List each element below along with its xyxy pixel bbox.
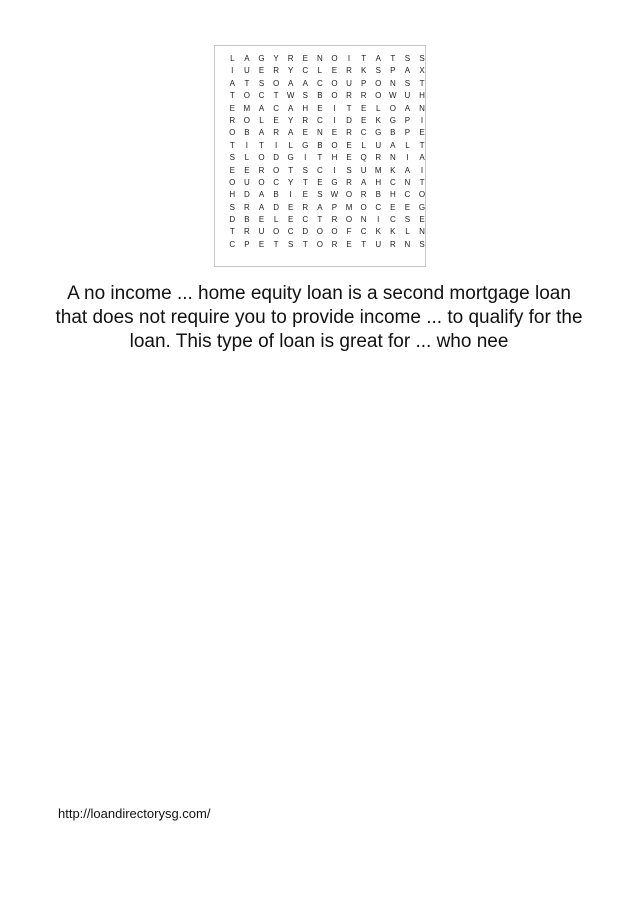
grid-letter: A [288, 103, 294, 113]
grid-letter: A [404, 165, 411, 175]
grid-letter: R [287, 54, 294, 63]
grid-letter: I [377, 215, 380, 225]
grid-letter: T [419, 78, 425, 88]
grid-letter: U [404, 91, 411, 101]
grid-letter: O [345, 190, 353, 200]
grid-letter: P [331, 202, 338, 212]
grid-letter: D [273, 153, 279, 163]
grid-letter: A [302, 78, 308, 88]
grid-letter: L [244, 153, 250, 163]
grid-letter: E [273, 115, 279, 125]
grid-letter: G [389, 115, 396, 125]
grid-letter: A [419, 153, 425, 163]
grid-letter: L [259, 115, 264, 125]
grid-letter: C [404, 190, 411, 200]
grid-letter: C [273, 177, 279, 187]
grid-letter: L [405, 227, 410, 237]
grid-letter: S [288, 239, 294, 249]
grid-letter: B [244, 128, 250, 138]
grid-letter: O [331, 91, 338, 101]
grid-letter: M [243, 103, 251, 113]
grid-letter: G [331, 177, 338, 187]
grid-letter: P [404, 115, 411, 125]
grid-letter: E [390, 202, 396, 212]
grid-letter: O [345, 215, 353, 225]
grid-letter: T [419, 177, 425, 187]
grid-letter: O [229, 177, 236, 187]
grid-letter: Y [273, 54, 279, 63]
grid-letter: Y [288, 66, 294, 76]
grid-letter: R [375, 153, 382, 163]
grid-letter: I [347, 54, 351, 63]
grid-letter: W [330, 190, 339, 200]
grid-letter: R [346, 91, 352, 101]
grid-letter: H [331, 153, 338, 163]
grid-letter: C [302, 66, 309, 76]
grid-letter: H [302, 103, 309, 113]
grid-letter: E [302, 128, 308, 138]
grid-letter: A [404, 103, 411, 113]
grid-letter: A [258, 202, 265, 212]
grid-letter: E [258, 239, 265, 249]
grid-letter: O [331, 140, 338, 150]
grid-letter: K [390, 165, 396, 175]
grid-letter: U [244, 66, 250, 76]
grid-letter: K [390, 227, 396, 237]
grid-letter: H [389, 190, 396, 200]
grid-letter: L [361, 140, 366, 150]
grid-letter: E [258, 215, 265, 225]
word-search-puzzle [214, 45, 426, 267]
grid-letter: E [360, 103, 367, 113]
grid-letter: P [390, 66, 396, 76]
grid-letter: T [288, 165, 294, 175]
grid-letter: E [229, 165, 235, 175]
grid-letter: R [302, 202, 309, 212]
grid-letter: U [244, 177, 250, 187]
grid-letter: T [273, 239, 279, 249]
grid-letter: E [360, 115, 367, 125]
grid-letter: U [375, 239, 382, 249]
grid-letter: A [258, 128, 265, 138]
grid-letter: R [244, 202, 250, 212]
grid-letter: N [404, 239, 411, 249]
grid-letter: L [230, 54, 235, 63]
grid-letter: S [375, 66, 381, 76]
grid-letter: O [272, 227, 280, 237]
grid-letter: D [302, 227, 309, 237]
grid-letter: H [375, 177, 382, 187]
grid-letter: R [360, 190, 367, 200]
grid-letter: E [317, 103, 323, 113]
grid-letter: N [389, 153, 396, 163]
grid-letter: E [229, 103, 235, 113]
grid-letter: S [229, 153, 235, 163]
grid-letter: P [244, 239, 250, 249]
grid-letter: C [229, 239, 236, 249]
grid-letter: E [258, 66, 265, 76]
grid-letter: E [302, 190, 308, 200]
grid-letter: E [404, 202, 411, 212]
grid-letter: O [258, 177, 265, 187]
grid-letter: E [244, 165, 250, 175]
grid-letter: T [390, 54, 396, 63]
grid-letter: C [389, 177, 396, 187]
grid-letter: E [331, 128, 338, 138]
grid-letter: I [245, 140, 248, 150]
grid-letter: O [272, 165, 280, 175]
grid-letter: O [258, 153, 265, 163]
grid-letter: R [346, 128, 352, 138]
grid-letter: I [333, 115, 336, 125]
grid-letter: I [274, 140, 278, 150]
grid-letter: C [316, 78, 323, 88]
grid-letter: D [346, 115, 352, 125]
grid-letter: G [287, 153, 294, 163]
grid-letter: O [360, 202, 367, 212]
grid-letter: Y [288, 115, 294, 125]
grid-letter: O [272, 78, 280, 88]
grid-letter: E [317, 177, 323, 187]
grid-letter: O [316, 227, 323, 237]
grid-letter: O [375, 91, 382, 101]
grid-letter: C [360, 227, 367, 237]
grid-letter: R [389, 239, 396, 249]
grid-letter: R [331, 239, 338, 249]
grid-letter: A [288, 78, 294, 88]
grid-letter: N [404, 177, 411, 187]
grid-letter: A [288, 128, 294, 138]
grid-letter: G [302, 140, 309, 150]
grid-letter: A [244, 54, 250, 63]
grid-letter: S [229, 202, 235, 212]
grid-letter: C [302, 215, 309, 225]
grid-letter: E [302, 54, 308, 63]
grid-letter: A [390, 140, 396, 150]
grid-letter: T [229, 140, 235, 150]
grid-letter: I [333, 103, 336, 113]
grid-letter: R [346, 66, 352, 76]
grid-letter: D [273, 202, 279, 212]
grid-letter: L [288, 140, 293, 150]
grid-letter: U [346, 78, 352, 88]
grid-letter: O [331, 78, 338, 88]
grid-letter: T [244, 78, 250, 88]
grid-letter: R [258, 165, 265, 175]
grid-letter: M [345, 202, 353, 212]
grid-letter: D [244, 190, 250, 200]
grid-letter: N [389, 78, 396, 88]
grid-letter: R [229, 115, 236, 125]
grid-letter: C [360, 128, 367, 138]
grid-letter: S [419, 239, 425, 249]
grid-letter: S [404, 78, 411, 88]
grid-letter: T [302, 177, 308, 187]
grid-letter: E [346, 239, 352, 249]
grid-letter: L [405, 140, 410, 150]
grid-letter: B [244, 215, 250, 225]
grid-letter: C [287, 227, 294, 237]
footer-url[interactable]: http://loandirectorysg.com/ [58, 806, 211, 821]
grid-letter: R [273, 128, 279, 138]
grid-letter: N [360, 215, 367, 225]
grid-letter: C [375, 202, 382, 212]
grid-letter: I [231, 66, 234, 76]
grid-letter: N [316, 128, 323, 138]
grid-letter: E [419, 215, 425, 225]
grid-letter: O [331, 227, 338, 237]
grid-letter: R [346, 177, 352, 187]
grid-letter: U [375, 140, 382, 150]
grid-letter: O [418, 190, 426, 200]
grid-letter: O [389, 103, 396, 113]
grid-letter: I [420, 165, 424, 175]
grid-letter: O [331, 54, 338, 63]
grid-letter: E [331, 66, 338, 76]
grid-letter: O [243, 91, 250, 101]
grid-letter: A [229, 78, 235, 88]
grid-letter: A [258, 103, 265, 113]
grid-letter: B [390, 128, 396, 138]
grid-letter: B [317, 140, 323, 150]
grid-letter: T [229, 91, 235, 101]
grid-letter: I [406, 153, 409, 163]
grid-letter: O [229, 128, 236, 138]
grid-letter: L [273, 215, 279, 225]
grid-letter: T [259, 140, 264, 150]
grid-letter: K [360, 66, 367, 76]
grid-letter: D [229, 215, 236, 225]
grid-letter: I [420, 115, 424, 125]
grid-letter: K [375, 115, 381, 125]
grid-letter: T [273, 91, 279, 101]
grid-letter: I [289, 190, 292, 200]
grid-letter: R [360, 91, 367, 101]
grid-letter: C [389, 215, 396, 225]
grid-letter: K [375, 227, 381, 237]
grid-letter: C [316, 165, 323, 175]
grid-letter: S [346, 165, 352, 175]
grid-letter: X [419, 66, 425, 76]
grid-letter: S [404, 215, 411, 225]
grid-letter: T [302, 239, 308, 249]
grid-letter: S [317, 190, 323, 200]
grid-letter: Y [288, 177, 294, 187]
grid-letter: N [316, 54, 323, 63]
grid-letter: I [304, 153, 307, 163]
grid-letter: S [302, 91, 308, 101]
grid-letter: G [375, 128, 382, 138]
grid-letter: W [286, 91, 295, 101]
grid-letter: T [346, 103, 352, 113]
grid-letter: G [258, 54, 265, 63]
grid-letter: U [360, 165, 367, 175]
grid-letter: T [361, 239, 367, 249]
grid-letter: C [258, 91, 265, 101]
grid-letter: A [317, 202, 323, 212]
grid-letter: E [419, 128, 425, 138]
grid-letter: S [404, 54, 411, 63]
grid-letter: P [404, 128, 411, 138]
grid-letter: O [316, 239, 323, 249]
grid-letter: R [331, 215, 338, 225]
grid-letter: R [273, 66, 279, 76]
grid-letter: T [361, 54, 367, 63]
grid-letter: T [419, 140, 425, 150]
grid-letter: U [258, 227, 265, 237]
grid-letter: B [375, 190, 381, 200]
grid-letter: B [273, 190, 279, 200]
grid-letter: Q [360, 153, 367, 163]
grid-letter: O [243, 115, 250, 125]
grid-letter: R [244, 227, 250, 237]
grid-letter: R [302, 115, 309, 125]
grid-letter: C [316, 115, 323, 125]
grid-letter: T [317, 153, 323, 163]
grid-letter: E [288, 215, 294, 225]
grid-letter: E [288, 202, 294, 212]
grid-letter: A [404, 66, 411, 76]
grid-letter: N [419, 227, 425, 237]
grid-letter: C [273, 103, 279, 113]
grid-letter: G [418, 202, 426, 212]
article-paragraph: A no income ... home equity loan is a second mortgage loan that does not require you to provide income ... to qualify for the loan. This type of loan is great for ... who nee [55, 283, 583, 352]
grid-letter: P [360, 78, 367, 88]
word-search-grid [225, 53, 429, 251]
grid-letter: S [258, 78, 265, 88]
grid-letter: E [346, 153, 352, 163]
grid-letter: S [302, 165, 308, 175]
grid-letter: A [360, 177, 367, 187]
grid-letter: I [333, 165, 336, 175]
grid-letter: M [374, 165, 382, 175]
grid-letter: H [419, 91, 425, 101]
grid-letter: N [419, 103, 425, 113]
grid-letter: T [317, 215, 323, 225]
grid-letter: L [317, 66, 323, 76]
grid-letter: B [317, 91, 323, 101]
grid-letter: E [346, 140, 352, 150]
grid-letter: T [229, 227, 235, 237]
grid-letter: F [346, 227, 352, 237]
grid-letter: O [375, 78, 382, 88]
grid-letter: A [375, 54, 381, 63]
grid-letter: A [258, 190, 265, 200]
grid-letter: S [419, 54, 425, 63]
grid-letter: H [229, 190, 236, 200]
grid-letter: L [376, 103, 381, 113]
grid-letter: W [389, 91, 397, 101]
